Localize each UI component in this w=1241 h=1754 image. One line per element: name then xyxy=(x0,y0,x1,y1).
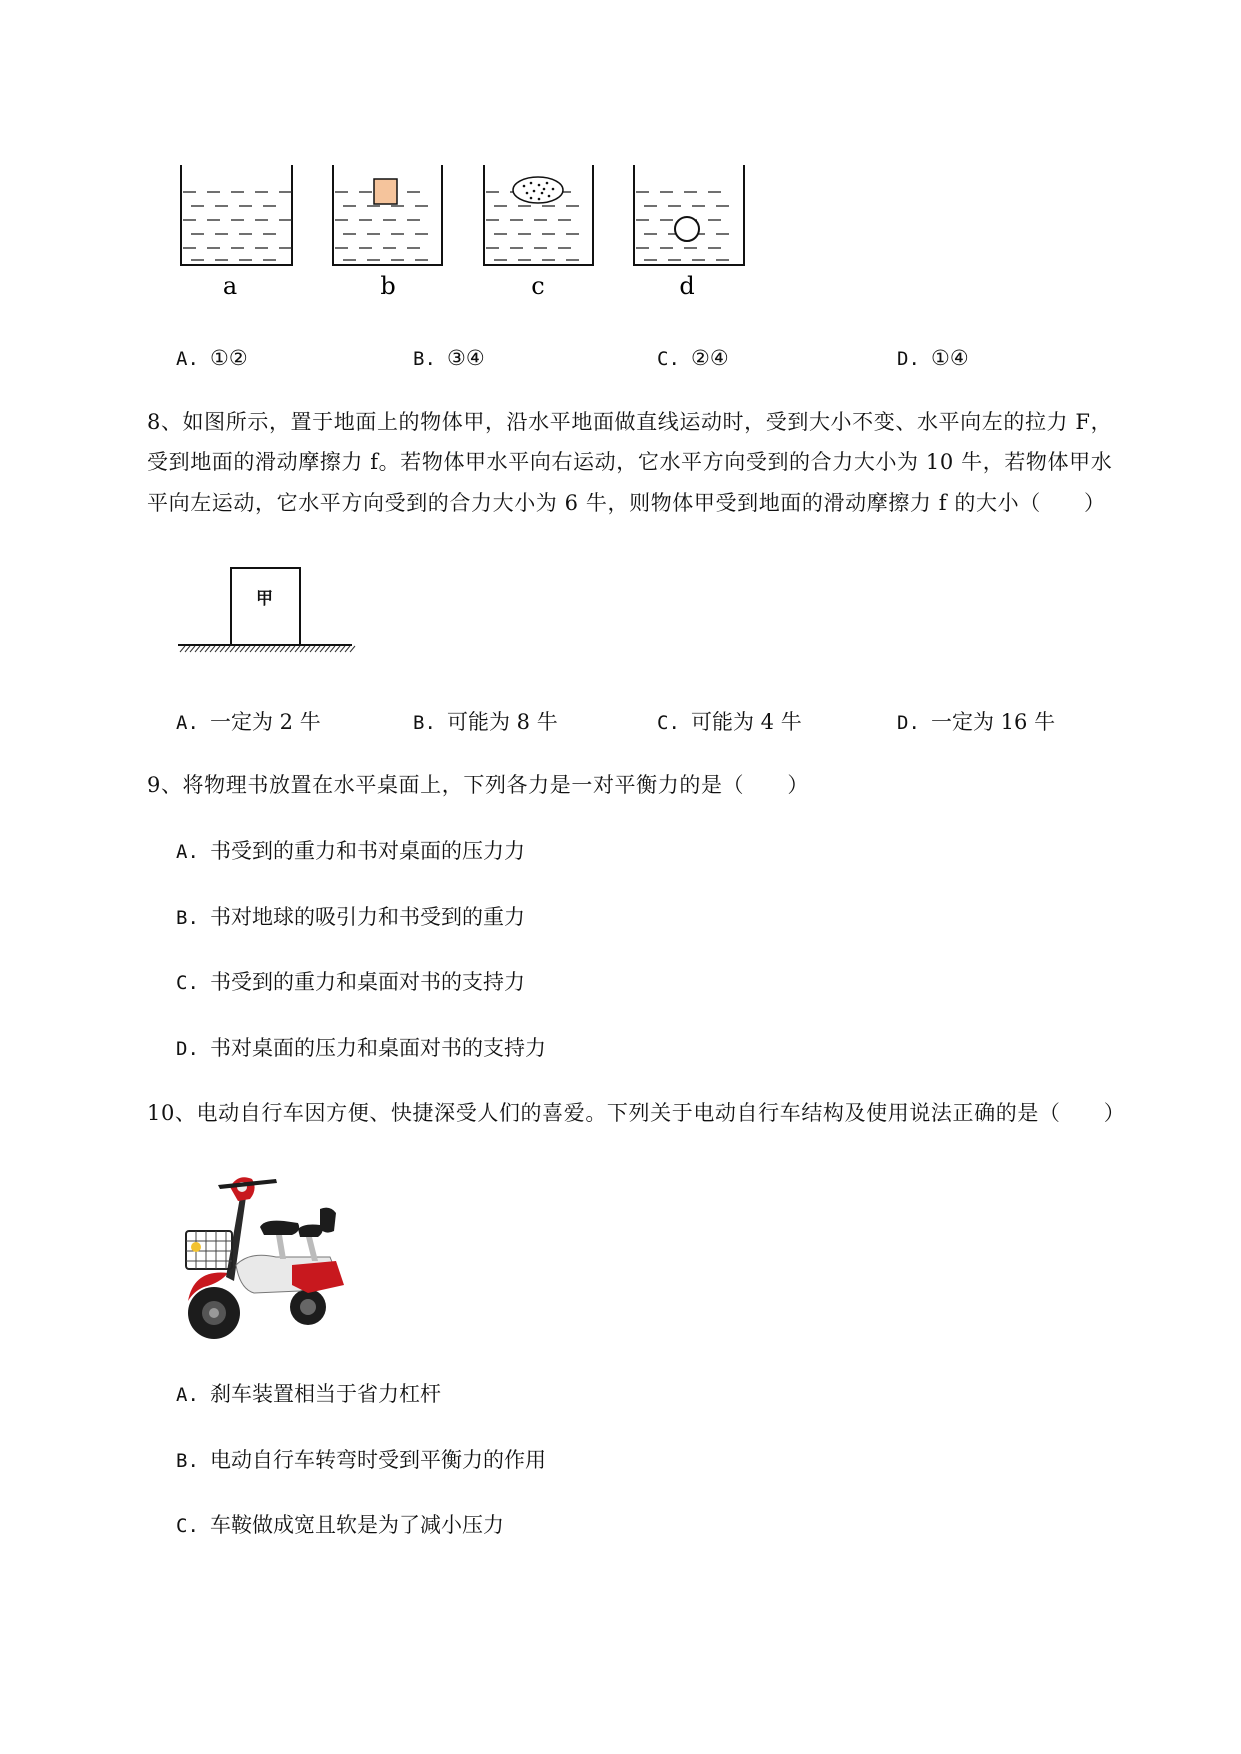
option-letter: C. xyxy=(657,348,680,370)
beaker-label-a: a xyxy=(222,272,238,300)
q10-option-a[interactable] xyxy=(176,1384,441,1405)
hatch-line xyxy=(190,646,195,652)
hatch-line xyxy=(310,646,315,652)
option-text: 书对地球的吸引力和书受到的重力 xyxy=(210,905,525,929)
option-text: ②④ xyxy=(691,346,729,370)
hatch-line xyxy=(305,646,310,652)
option-text: 书受到的重力和书对桌面的压力力 xyxy=(210,839,525,863)
hatch-line xyxy=(315,646,320,652)
beaker-label-c: c xyxy=(531,272,545,300)
option-text: 一定为 16 牛 xyxy=(931,710,1056,734)
option-letter: C. xyxy=(657,712,680,734)
option-text: 可能为 8 牛 xyxy=(447,710,558,734)
hatch-line xyxy=(280,646,285,652)
hatch-line xyxy=(290,646,295,652)
option-letter: D. xyxy=(176,1038,199,1060)
option-letter: B. xyxy=(413,712,436,734)
hatch-line xyxy=(275,646,280,652)
hatch-line xyxy=(345,646,350,652)
option-letter: B. xyxy=(176,1450,199,1472)
q8-stem-line1: 8、如图所示，置于地面上的物体甲，沿水平地面做直线运动时，受到大小不变、水平向左的拉力 F， xyxy=(147,410,1113,434)
q8-option-d[interactable] xyxy=(897,712,1055,733)
hatch-line xyxy=(210,646,215,652)
option-text: ①④ xyxy=(931,346,969,370)
hatch-line xyxy=(230,646,235,652)
option-letter: D. xyxy=(897,712,920,734)
hatch-line xyxy=(200,646,205,652)
hatch-line xyxy=(195,646,200,652)
option-text: 刹车装置相当于省力杠杆 xyxy=(210,1382,441,1406)
q9-option-b[interactable] xyxy=(176,907,525,928)
q10-stem: 10、电动自行车因方便、快捷深受人们的喜爱。下列关于电动自行车结构及使用说法正确的是（ ） xyxy=(147,1101,1126,1125)
hatch-line xyxy=(240,646,245,652)
block-label: 甲 xyxy=(256,589,273,609)
q10-option-b[interactable] xyxy=(176,1450,546,1471)
hatch-line xyxy=(205,646,210,652)
q9-option-c[interactable] xyxy=(176,972,525,993)
hatch-line xyxy=(260,646,265,652)
q8-stem-line3: 平向左运动，它水平方向受到的合力大小为 6 牛，则物体甲受到地面的滑动摩擦力 f 的大小（ ） xyxy=(147,491,1106,515)
option-text: 电动自行车转弯时受到平衡力的作用 xyxy=(210,1448,546,1472)
hatch-line xyxy=(220,646,225,652)
hatch-line xyxy=(235,646,240,652)
hatch-line xyxy=(245,646,250,652)
option-text: 书受到的重力和桌面对书的支持力 xyxy=(210,970,525,994)
option-text: ①② xyxy=(210,346,248,370)
option-letter: B. xyxy=(176,907,199,929)
hatch-line xyxy=(270,646,275,652)
hatch-line xyxy=(325,646,330,652)
option-letter: C. xyxy=(176,1515,199,1537)
option-letter: A. xyxy=(176,348,199,370)
option-letter: B. xyxy=(413,348,436,370)
hatch-line xyxy=(265,646,270,652)
hatch-line xyxy=(180,646,185,652)
hatch-line xyxy=(225,646,230,652)
hatch-line xyxy=(320,646,325,652)
option-text: 车鞍做成宽且软是为了减小压力 xyxy=(210,1513,504,1537)
option-letter: A. xyxy=(176,1384,199,1406)
beaker-label-b: b xyxy=(380,272,396,300)
option-letter: A. xyxy=(176,841,199,863)
option-text: 可能为 4 牛 xyxy=(691,710,802,734)
option-letter: C. xyxy=(176,972,199,994)
q8-option-a[interactable] xyxy=(176,712,321,733)
hatch-line xyxy=(330,646,335,652)
hatch-line xyxy=(215,646,220,652)
hatch-line xyxy=(255,646,260,652)
q9-option-a[interactable] xyxy=(176,841,525,862)
q8-option-b[interactable] xyxy=(413,712,558,733)
hatch-line xyxy=(250,646,255,652)
option-letter: A. xyxy=(176,712,199,734)
hatch-line xyxy=(300,646,305,652)
ground-hatching xyxy=(180,646,355,652)
hatch-line xyxy=(285,646,290,652)
option-letter: D. xyxy=(897,348,920,370)
beaker-label-d: d xyxy=(679,272,695,300)
block-on-ground-figure xyxy=(0,0,1241,700)
q8-stem-line2: 受到地面的滑动摩擦力 f。若物体甲水平向右运动，它水平方向受到的合力大小为 10 牛，若物体甲水 xyxy=(147,450,1113,474)
hatch-line xyxy=(350,646,355,652)
q10-option-c[interactable] xyxy=(176,1515,504,1536)
hatch-line xyxy=(295,646,300,652)
option-text: 书对桌面的压力和桌面对书的支持力 xyxy=(210,1036,546,1060)
hatch-line xyxy=(335,646,340,652)
q9-stem: 9、将物理书放置在水平桌面上，下列各力是一对平衡力的是（ ） xyxy=(147,773,809,797)
hatch-line xyxy=(185,646,190,652)
electric-scooter-image xyxy=(180,1165,370,1345)
option-text: ③④ xyxy=(447,346,485,370)
hatch-line xyxy=(340,646,345,652)
q9-option-d[interactable] xyxy=(176,1038,546,1059)
option-text: 一定为 2 牛 xyxy=(210,710,321,734)
q8-option-c[interactable] xyxy=(657,712,802,733)
